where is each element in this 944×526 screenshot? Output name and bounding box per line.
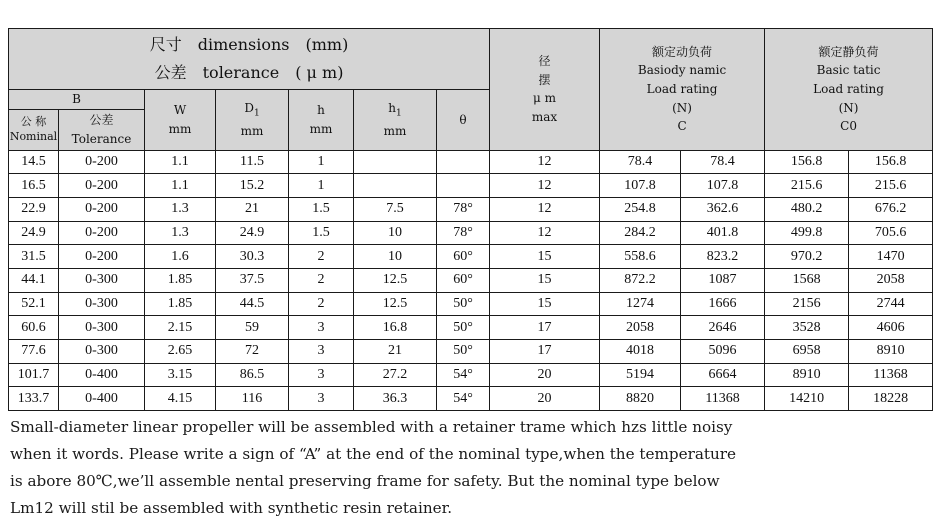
cell-theta: 54° — [437, 363, 490, 387]
table-row — [9, 340, 933, 364]
cell-static-load-a: 3528 — [765, 316, 849, 340]
table-row — [9, 269, 933, 293]
cell-h1 — [354, 150, 437, 174]
cell-static-load-b: 1470 — [849, 245, 933, 269]
cell-h: 2 — [289, 292, 354, 316]
header-row-1 — [9, 29, 933, 90]
dynamic-load-header — [600, 29, 765, 151]
cell-static-load-a: 2156 — [765, 292, 849, 316]
col-w-header — [145, 90, 216, 151]
cell-runout: 20 — [490, 387, 600, 411]
cell-h1: 7.5 — [354, 197, 437, 221]
cell-h1: 10 — [354, 221, 437, 245]
cell-theta: 50° — [437, 340, 490, 364]
tolerance-en: tolerance — [202, 63, 280, 82]
col-nominal-header — [9, 109, 59, 150]
cell-h: 3 — [289, 363, 354, 387]
static-load-cn: 额定静负荷 — [818, 44, 879, 59]
cell-static-load-a: 156.8 — [765, 150, 849, 174]
cell-tolerance: 0-200 — [59, 150, 145, 174]
cell-h: 2 — [289, 245, 354, 269]
cell-dyn-load-b: 401.8 — [681, 221, 765, 245]
cell-theta — [437, 150, 490, 174]
cell-d1: 11.5 — [216, 150, 289, 174]
cell-static-load-b: 4606 — [849, 316, 933, 340]
cell-theta: 60° — [437, 269, 490, 293]
static-load-unit: (N) — [838, 100, 859, 115]
dimensions-en: dimensions — [197, 35, 290, 54]
cell-theta: 60° — [437, 245, 490, 269]
cell-h1: 36.3 — [354, 387, 437, 411]
note-line-1: Small-diameter linear propeller will be assembled with a retainer trame which hzs little noisy — [10, 418, 733, 436]
cell-nominal: 44.1 — [9, 269, 59, 293]
col-h1-subscript: 1 — [396, 108, 402, 119]
dimensions-unit: (mm) — [305, 35, 349, 54]
cell-static-load-a: 14210 — [765, 387, 849, 411]
col-d1-label: D — [244, 101, 254, 116]
notes-paragraph — [10, 414, 934, 522]
cell-runout: 12 — [490, 197, 600, 221]
cell-theta: 50° — [437, 316, 490, 340]
runout-unit: μ m — [533, 91, 557, 106]
cell-nominal: 14.5 — [9, 150, 59, 174]
cell-tolerance: 0-200 — [59, 197, 145, 221]
cell-h1: 16.8 — [354, 316, 437, 340]
cell-runout: 17 — [490, 316, 600, 340]
dimensions-header — [9, 29, 490, 90]
cell-dyn-load-a: 558.6 — [600, 245, 681, 269]
cell-h1: 21 — [354, 340, 437, 364]
cell-static-load-a: 6958 — [765, 340, 849, 364]
cell-w: 1.3 — [145, 221, 216, 245]
cell-dyn-load-a: 2058 — [600, 316, 681, 340]
cell-w: 1.6 — [145, 245, 216, 269]
cell-dyn-load-b: 107.8 — [681, 174, 765, 198]
cell-runout: 20 — [490, 363, 600, 387]
cell-w: 1.1 — [145, 150, 216, 174]
cell-w: 2.15 — [145, 316, 216, 340]
cell-dyn-load-a: 78.4 — [600, 150, 681, 174]
col-nominal-en: Nominal — [9, 129, 58, 143]
note-line-2: when it words. Please write a sign of “A” at the end of the nominal type,when the temperature — [10, 445, 737, 463]
col-h1-header — [354, 90, 437, 151]
cell-nominal: 77.6 — [9, 340, 59, 364]
cell-nominal: 52.1 — [9, 292, 59, 316]
cell-theta: 78° — [437, 197, 490, 221]
cell-static-load-b: 215.6 — [849, 174, 933, 198]
cell-d1: 24.9 — [216, 221, 289, 245]
dynamic-load-symbol: C — [677, 119, 687, 134]
col-h1-label: h — [388, 101, 396, 116]
runout-cn-2: 摆 — [538, 72, 551, 87]
cell-tolerance: 0-300 — [59, 316, 145, 340]
col-tolerance-cn: 公差 — [89, 113, 114, 127]
tolerance-unit: ( μ m) — [295, 63, 344, 82]
col-theta-header: θ — [437, 90, 490, 151]
cell-d1: 44.5 — [216, 292, 289, 316]
table-row — [9, 245, 933, 269]
cell-static-load-b: 676.2 — [849, 197, 933, 221]
cell-dyn-load-b: 11368 — [681, 387, 765, 411]
cell-d1: 116 — [216, 387, 289, 411]
cell-dyn-load-a: 5194 — [600, 363, 681, 387]
cell-tolerance: 0-300 — [59, 292, 145, 316]
cell-dyn-load-a: 284.2 — [600, 221, 681, 245]
cell-runout: 15 — [490, 245, 600, 269]
cell-nominal: 22.9 — [9, 197, 59, 221]
cell-h: 1.5 — [289, 221, 354, 245]
cell-dyn-load-b: 2646 — [681, 316, 765, 340]
cell-h1: 12.5 — [354, 269, 437, 293]
col-d1-unit: mm — [240, 123, 264, 138]
dimensions-cn: 尺寸 — [149, 35, 182, 54]
cell-h1: 10 — [354, 245, 437, 269]
cell-dyn-load-b: 823.2 — [681, 245, 765, 269]
cell-nominal: 133.7 — [9, 387, 59, 411]
cell-runout: 15 — [490, 292, 600, 316]
runout-max: max — [531, 109, 558, 124]
cell-h: 1 — [289, 174, 354, 198]
col-d1-subscript: 1 — [253, 108, 260, 119]
cell-static-load-b: 11368 — [849, 363, 933, 387]
cell-d1: 30.3 — [216, 245, 289, 269]
cell-theta: 54° — [437, 387, 490, 411]
runout-cn-1: 径 — [538, 54, 551, 69]
cell-static-load-a: 970.2 — [765, 245, 849, 269]
table-row — [9, 221, 933, 245]
cell-w: 2.65 — [145, 340, 216, 364]
cell-dyn-load-b: 5096 — [681, 340, 765, 364]
table-row — [9, 197, 933, 221]
cell-h: 3 — [289, 316, 354, 340]
dynamic-load-unit: (N) — [672, 100, 692, 115]
table-row — [9, 387, 933, 411]
note-line-4: Lm12 will stil be assembled with synthetic resin retainer. — [10, 499, 453, 517]
cell-runout: 15 — [490, 269, 600, 293]
static-load-en-2: Load rating — [813, 82, 884, 96]
cell-h: 1 — [289, 150, 354, 174]
cell-static-load-a: 480.2 — [765, 197, 849, 221]
cell-dyn-load-a: 254.8 — [600, 197, 681, 221]
cell-nominal: 101.7 — [9, 363, 59, 387]
cell-nominal: 31.5 — [9, 245, 59, 269]
cell-d1: 59 — [216, 316, 289, 340]
cell-dyn-load-b: 78.4 — [681, 150, 765, 174]
cell-w: 3.15 — [145, 363, 216, 387]
cell-d1: 86.5 — [216, 363, 289, 387]
cell-tolerance: 0-200 — [59, 221, 145, 245]
cell-dyn-load-b: 1087 — [681, 269, 765, 293]
cell-h: 2 — [289, 269, 354, 293]
cell-w: 1.3 — [145, 197, 216, 221]
table-body — [9, 150, 933, 411]
cell-runout: 17 — [490, 340, 600, 364]
col-nominal-cn: 公 称 — [20, 115, 47, 129]
cell-tolerance: 0-400 — [59, 387, 145, 411]
cell-static-load-b: 705.6 — [849, 221, 933, 245]
static-load-header — [765, 29, 933, 151]
cell-h1: 12.5 — [354, 292, 437, 316]
table-row — [9, 174, 933, 198]
cell-runout: 12 — [490, 150, 600, 174]
col-h1-unit: mm — [383, 123, 407, 138]
cell-dyn-load-b: 6664 — [681, 363, 765, 387]
cell-static-load-b: 2744 — [849, 292, 933, 316]
cell-tolerance: 0-200 — [59, 174, 145, 198]
cell-d1: 21 — [216, 197, 289, 221]
col-tolerance-en: Tolerance — [71, 131, 132, 146]
dynamic-load-en-1: Basiody namic — [637, 63, 727, 78]
static-load-en-1: Basic tatic — [816, 63, 881, 78]
cell-h: 1.5 — [289, 197, 354, 221]
cell-static-load-a: 499.8 — [765, 221, 849, 245]
cell-dyn-load-a: 8820 — [600, 387, 681, 411]
cell-tolerance: 0-300 — [59, 340, 145, 364]
table-row — [9, 292, 933, 316]
col-tolerance-header — [59, 109, 145, 150]
cell-d1: 72 — [216, 340, 289, 364]
col-h-header — [289, 90, 354, 151]
col-h-label: h — [317, 103, 325, 118]
cell-dyn-load-b: 362.6 — [681, 197, 765, 221]
cell-h1: 27.2 — [354, 363, 437, 387]
runout-header — [490, 29, 600, 151]
cell-static-load-b: 18228 — [849, 387, 933, 411]
cell-dyn-load-a: 1274 — [600, 292, 681, 316]
spec-table — [8, 28, 933, 411]
cell-static-load-a: 8910 — [765, 363, 849, 387]
cell-static-load-b: 8910 — [849, 340, 933, 364]
cell-theta: 78° — [437, 221, 490, 245]
dynamic-load-en-2: Load rating — [646, 82, 718, 96]
cell-nominal: 16.5 — [9, 174, 59, 198]
table-row — [9, 316, 933, 340]
cell-runout: 12 — [490, 174, 600, 198]
cell-nominal: 24.9 — [9, 221, 59, 245]
cell-h: 3 — [289, 387, 354, 411]
table-row — [9, 363, 933, 387]
cell-theta — [437, 174, 490, 198]
col-h-unit: mm — [309, 121, 333, 136]
cell-static-load-a: 1568 — [765, 269, 849, 293]
tolerance-cn: 公差 — [154, 63, 187, 82]
cell-d1: 15.2 — [216, 174, 289, 198]
cell-dyn-load-a: 107.8 — [600, 174, 681, 198]
cell-w: 1.85 — [145, 292, 216, 316]
table-row — [9, 150, 933, 174]
cell-w: 1.1 — [145, 174, 216, 198]
cell-tolerance: 0-300 — [59, 269, 145, 293]
cell-dyn-load-b: 1666 — [681, 292, 765, 316]
cell-w: 1.85 — [145, 269, 216, 293]
cell-dyn-load-a: 872.2 — [600, 269, 681, 293]
cell-nominal: 60.6 — [9, 316, 59, 340]
cell-h1 — [354, 174, 437, 198]
col-w-label: W — [173, 103, 187, 118]
col-w-unit: mm — [168, 121, 192, 136]
cell-tolerance: 0-400 — [59, 363, 145, 387]
cell-d1: 37.5 — [216, 269, 289, 293]
cell-static-load-a: 215.6 — [765, 174, 849, 198]
static-load-symbol: C0 — [840, 119, 857, 134]
col-b-header: B — [9, 90, 145, 110]
cell-dyn-load-a: 4018 — [600, 340, 681, 364]
cell-tolerance: 0-200 — [59, 245, 145, 269]
cell-h: 3 — [289, 340, 354, 364]
cell-w: 4.15 — [145, 387, 216, 411]
cell-runout: 12 — [490, 221, 600, 245]
cell-static-load-b: 156.8 — [849, 150, 933, 174]
note-line-3: is abore 80℃,we’ll assemble nental preserving frame for safety. But the nominal type below — [10, 472, 720, 490]
col-d1-header — [216, 90, 289, 151]
cell-static-load-b: 2058 — [849, 269, 933, 293]
cell-theta: 50° — [437, 292, 490, 316]
dynamic-load-cn: 额定动负荷 — [652, 44, 713, 59]
